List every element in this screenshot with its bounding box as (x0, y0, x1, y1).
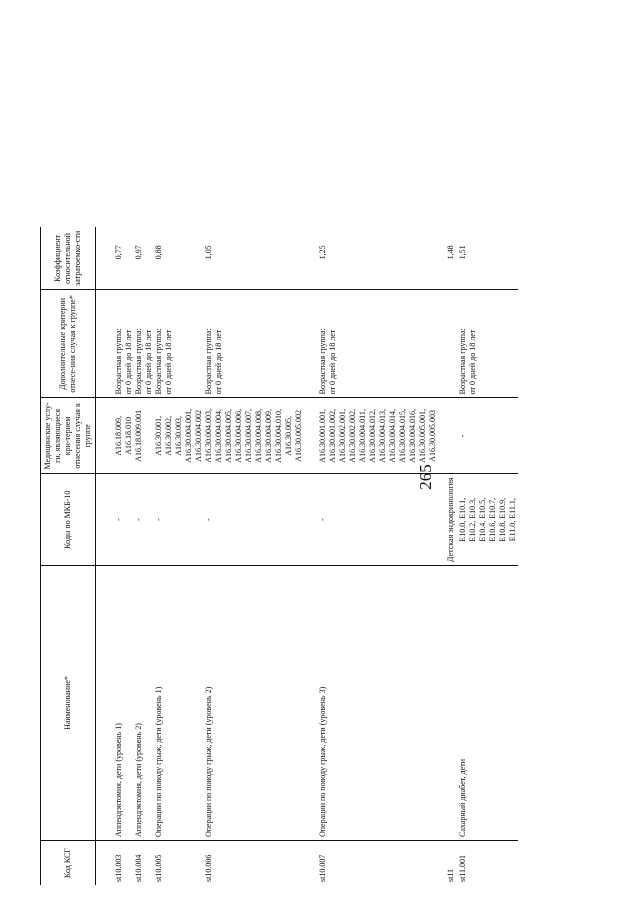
row-coef: 0,77 (96, 227, 135, 290)
row-criteria: Возрастная группа: от 0 дней до 18 лет (318, 290, 446, 398)
row-mkb: E10.0, E10.1, E10.2, E10.3, E10.4, E10.5, E10.6, E10.7, E10.8, E10.9, E11.0, E11.1, (458, 474, 518, 566)
row-name: Сахарный диабет, дети (458, 566, 518, 841)
table-row (96, 227, 135, 885)
row-coef: 1,05 (204, 227, 318, 290)
row-name: Операции по поводу грыж, дети (уровень 2) (204, 566, 318, 841)
section-spacer (446, 290, 458, 398)
row-code: st10.006 (204, 854, 213, 882)
table-row (204, 227, 318, 885)
section-title: Детская эндокринология (446, 474, 458, 566)
section-spacer (446, 398, 458, 474)
table-row (318, 227, 446, 885)
row-coef: 0,97 (134, 227, 154, 290)
row-code: st10.007 (318, 854, 327, 882)
row-criteria: Возрастная группа: от 0 дней до 18 лет (96, 290, 135, 398)
row-coef: 1,25 (318, 227, 446, 290)
section-spacer (446, 566, 458, 841)
row-services: - (458, 398, 518, 474)
section-row (446, 227, 458, 885)
row-name: Операции по поводу грыж, дети (уровень 1) (154, 566, 204, 841)
row-name: Операции по поводу грыж, дети (уровень 3) (318, 566, 446, 841)
row-mkb: - (96, 474, 135, 566)
row-coef: 1,51 (458, 227, 518, 290)
row-name: Аппендэктомия, дети (уровень 2) (134, 566, 154, 841)
row-mkb: - (154, 474, 204, 566)
header-code: Код КСГ (41, 841, 96, 886)
table-row (134, 227, 154, 885)
table-header-row (41, 227, 96, 885)
row-coef: 0,88 (154, 227, 204, 290)
header-name: Наименование* (41, 566, 96, 841)
ksg-table (40, 227, 518, 885)
row-code: st10.003 (114, 854, 123, 882)
row-mkb: - (134, 474, 154, 566)
row-code: st11.001 (458, 854, 467, 882)
row-criteria: Возрастная группа: от 0 дней до 18 лет (458, 290, 518, 398)
table-row (458, 227, 518, 885)
header-mkb: Коды по МКБ-10 (41, 474, 96, 566)
section-coef: 1,48 (446, 227, 458, 290)
row-mkb: - (204, 474, 318, 566)
row-services: А16.30.004.003, А16.30.004.004, А16.30.004.005, А16.30.004.006, А16.30.004.007, А16.30.004.008, А16.30.004.009, А16.30.004.010, А16.30.005, А16.30.005.002 (204, 398, 318, 474)
row-mkb: - (318, 474, 446, 566)
row-services: А16.18.009, А16.18.010 (96, 398, 135, 474)
row-criteria: Возрастная группа: от 0 дней до 18 лет (154, 290, 204, 398)
row-code: st10.004 (134, 854, 143, 882)
row-code: st10.005 (154, 854, 163, 882)
table-row (154, 227, 204, 885)
header-coef: Коэффициент относительной затратоемко-сти (41, 227, 96, 290)
row-services: А16.30.001.001, А16.30.001.002, А16.30.002.001, А16.30.002.002, А16.30.004.011, А16.30.004.012, А16.30.004.013, А16.30.004.014, А16.30.004.015, А16.30.004.016, А16.30.005.001, А16.30.005.003 (318, 398, 446, 474)
row-criteria: Возрастная группа: от 0 дней до 18 лет (134, 290, 154, 398)
row-services: А16.18.009.001 (134, 398, 154, 474)
header-criteria: Дополнительные критерии отнесе-ния случая к группе* (41, 290, 96, 398)
row-services: А16.30.001, А16.30.002, А16.30.003, А16.30.004.001, А16.30.004.002 (154, 398, 204, 474)
header-services: Медицинские услу-ги, являющиеся кри-терием отнесения случая к группе (41, 398, 96, 474)
row-criteria: Возрастная группа: от 0 дней до 18 лет (204, 290, 318, 398)
row-name: Аппендэктомия, дети (уровень 1) (96, 566, 135, 841)
page-number: 265 (416, 464, 435, 490)
section-code: st11 (446, 868, 455, 882)
